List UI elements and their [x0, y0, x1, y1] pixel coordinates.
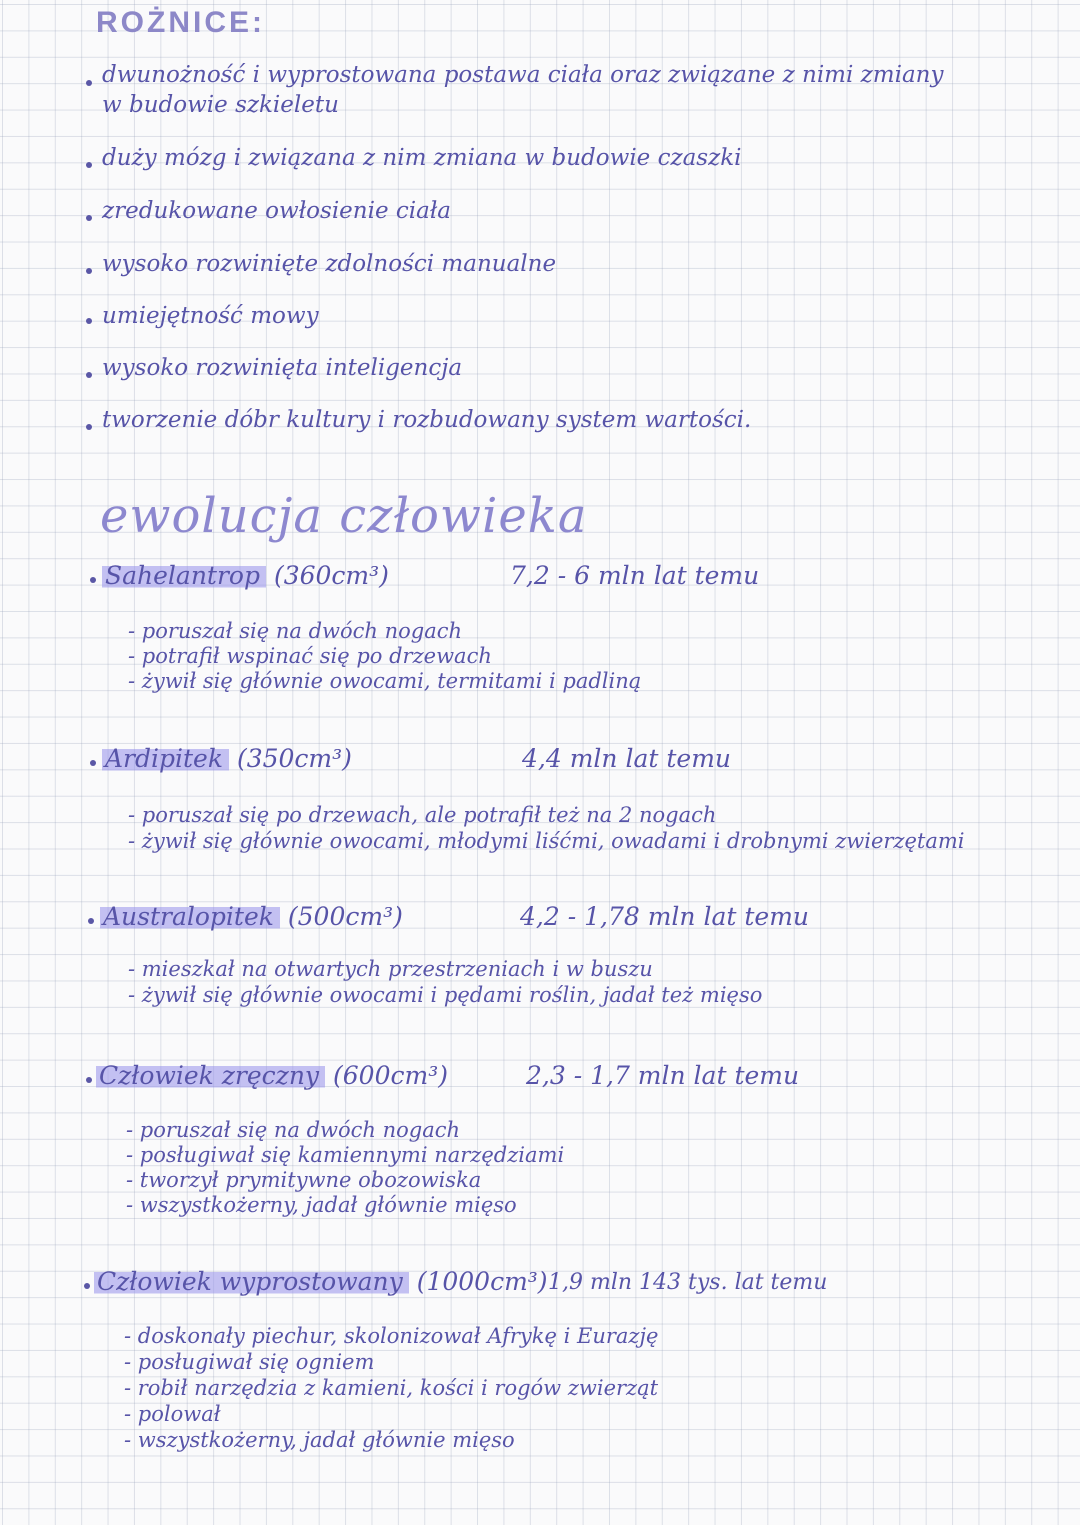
difference-item: zredukowane owłosienie ciała — [102, 198, 451, 224]
species-note: - żywił się głównie owocami, młodymi liśćmi, owadami i drobnymi zwierzętami — [128, 829, 965, 853]
species-note: - wszystkożerny, jadał głównie mięso — [124, 1428, 515, 1452]
species-note: - polował — [124, 1402, 221, 1426]
species-note: - żywił się głównie owocami, termitami i padliną — [128, 669, 642, 693]
species-note: - mieszkał na otwartych przestrzeniach i w buszu — [128, 957, 653, 981]
difference-item: duży mózg i związana z nim zmiana w budowie czaszki — [102, 145, 742, 171]
difference-item: dwunożność i wyprostowana postawa ciała oraz związane z nimi zmiany — [102, 62, 944, 88]
bullet-dot — [86, 372, 92, 378]
species-name-highlight: Człowiek zręczny — [96, 1061, 325, 1090]
bullet-dot — [90, 577, 96, 583]
species-dates: 7,2 - 6 mln lat temu — [510, 561, 760, 590]
species-name-highlight: Sahelantrop — [102, 561, 266, 590]
species-dates: 2,3 - 1,7 mln lat temu — [526, 1061, 800, 1090]
species-volume: (360cm³) — [273, 561, 389, 590]
species-volume: (1000cm³) — [416, 1267, 548, 1296]
bullet-dot — [86, 424, 92, 430]
species-dates: 1,9 mln 143 tys. lat temu — [548, 1270, 828, 1295]
species-volume: (500cm³) — [287, 902, 403, 931]
species-note: - poruszał się po drzewach, ale potrafił też na 2 nogach — [128, 803, 717, 827]
species-volume: (600cm³) — [333, 1061, 448, 1090]
species-name-highlight: Australopitek — [100, 902, 280, 931]
species-note: - wszystkożerny, jadał głównie mięso — [126, 1193, 517, 1217]
species-note: - posługiwał się ogniem — [124, 1350, 375, 1374]
difference-item-continued: w budowie szkieletu — [102, 92, 339, 118]
species-note: - żywił się głównie owocami i pędami roślin, jadał też mięso — [128, 983, 763, 1007]
bullet-dot — [88, 918, 94, 924]
species-note: - poruszał się na dwóch nogach — [128, 619, 463, 643]
differences-heading: ROŻNICE: — [96, 6, 265, 39]
species-name-highlight: Człowiek wyprostowany — [94, 1267, 409, 1296]
species-header — [100, 902, 403, 931]
species-dates: 4,4 mln lat temu — [522, 744, 731, 773]
species-header — [94, 1267, 548, 1296]
bullet-dot — [86, 318, 92, 324]
species-header — [102, 561, 389, 590]
species-header — [102, 744, 352, 773]
bullet-dot — [86, 80, 92, 86]
species-note: - doskonały piechur, skolonizował Afrykę i Eurazję — [124, 1324, 659, 1348]
species-dates: 4,2 - 1,78 mln lat temu — [520, 902, 810, 931]
bullet-dot — [86, 162, 92, 168]
difference-item: tworzenie dóbr kultury i rozbudowany system wartości. — [102, 407, 752, 433]
bullet-dot — [84, 1283, 90, 1289]
bullet-dot — [86, 268, 92, 274]
species-note: - tworzył prymitywne obozowiska — [126, 1168, 482, 1192]
bullet-dot — [90, 760, 96, 766]
difference-item: wysoko rozwinięte zdolności manualne — [102, 251, 557, 277]
species-header — [96, 1061, 448, 1090]
species-name-highlight: Ardipitek — [102, 744, 229, 773]
bullet-dot — [86, 215, 92, 221]
species-volume: (350cm³) — [236, 744, 352, 773]
species-note: - poruszał się na dwóch nogach — [126, 1118, 461, 1142]
bullet-dot — [86, 1077, 92, 1083]
species-note: - posługiwał się kamiennymi narzędziami — [126, 1143, 565, 1167]
difference-item: umiejętność mowy — [102, 303, 319, 329]
species-note: - potrafił wspinać się po drzewach — [128, 644, 492, 668]
evolution-title: ewolucja człowieka — [100, 488, 588, 544]
difference-item: wysoko rozwinięta inteligencja — [102, 355, 463, 381]
species-note: - robił narzędzia z kamieni, kości i rogów zwierząt — [124, 1376, 659, 1400]
